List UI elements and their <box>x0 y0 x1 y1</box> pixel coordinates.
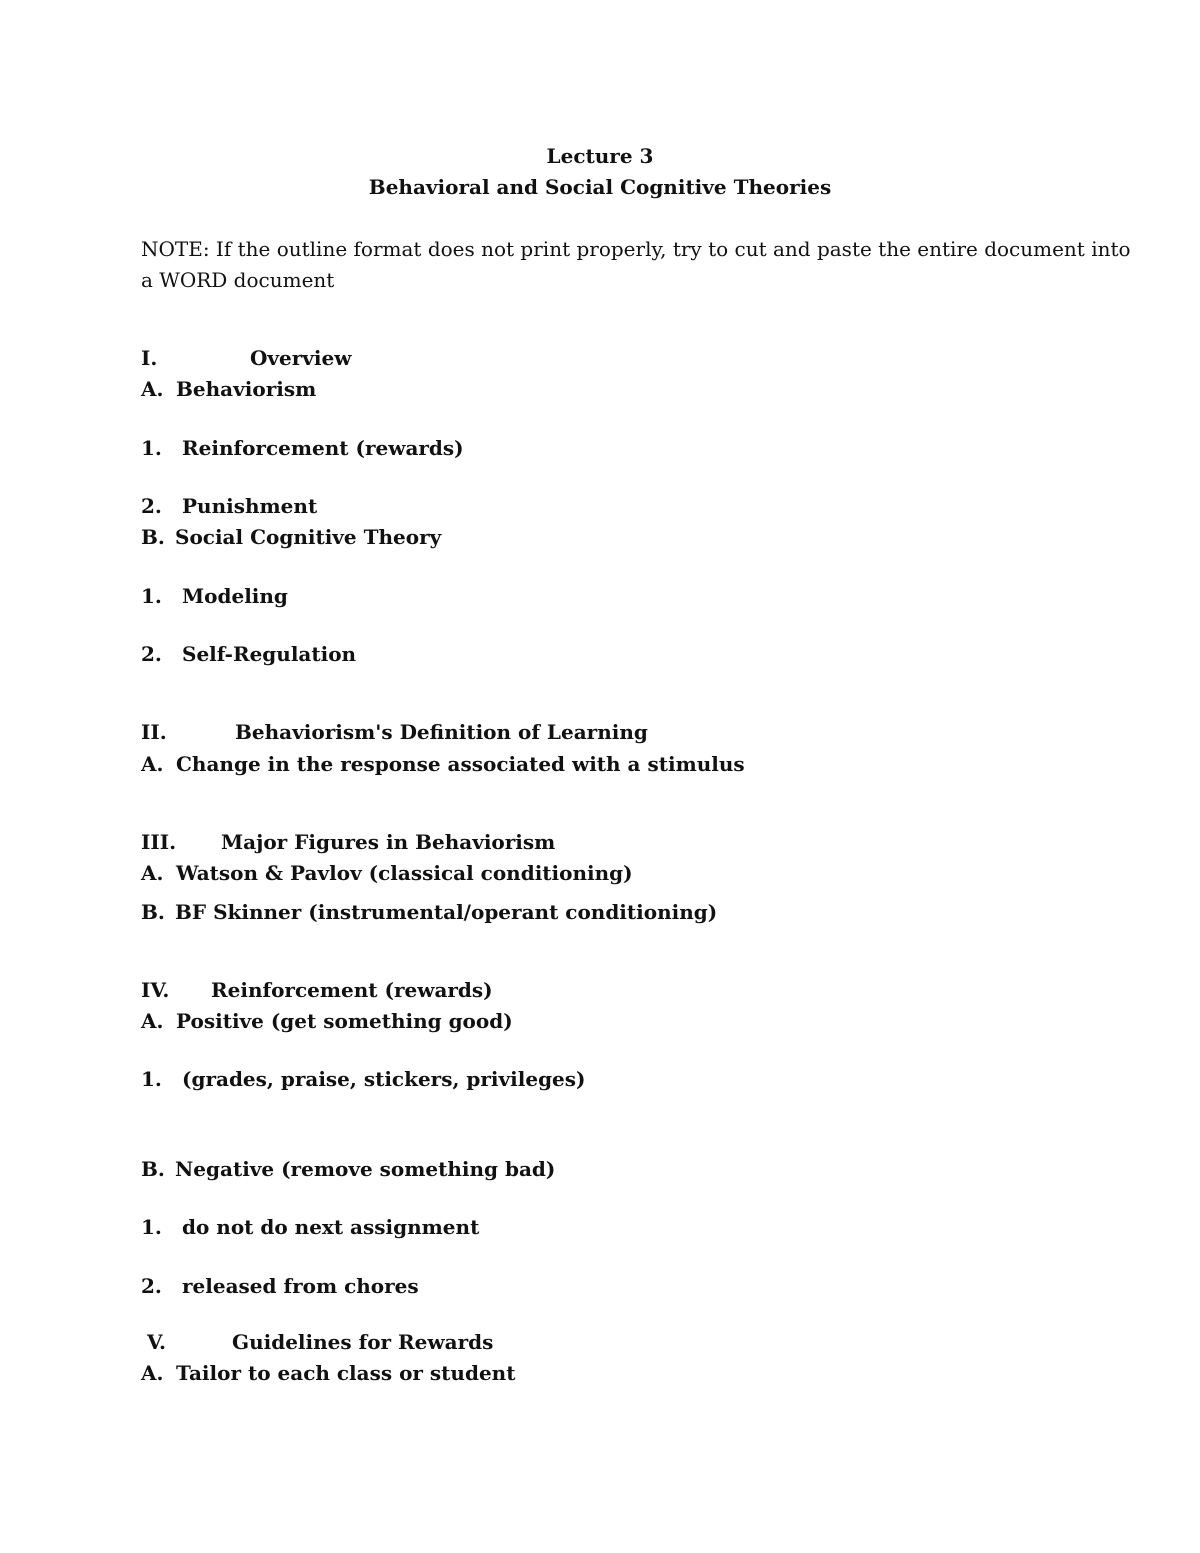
item-text: BF Skinner (instrumental/operant conditioning) <box>175 900 718 924</box>
item-text: Negative (remove something bad) <box>175 1157 556 1181</box>
item-text: released from chores <box>182 1274 419 1298</box>
section-number: IV. <box>141 978 170 1002</box>
item-label: A. <box>141 752 164 776</box>
section-number: II. <box>141 720 167 744</box>
page-subtitle: Behavioral and Social Cognitive Theories <box>368 175 832 199</box>
item-text: Change in the response associated with a stimulus <box>176 752 745 776</box>
item-label: A. <box>141 1361 164 1385</box>
section-title: Guidelines for Rewards <box>232 1330 494 1354</box>
item-label: B. <box>141 525 165 549</box>
item-text: Social Cognitive Theory <box>175 525 442 549</box>
section-number: III. <box>141 830 177 854</box>
item-label: 1. <box>141 1067 162 1091</box>
item-label: A. <box>141 377 164 401</box>
section-title: Major Figures in Behaviorism <box>221 830 556 854</box>
item-text: Tailor to each class or student <box>176 1361 516 1385</box>
item-text: Watson & Pavlov (classical conditioning) <box>176 861 633 885</box>
section-number: I. <box>141 346 158 370</box>
item-label: 1. <box>141 436 162 460</box>
item-text: (grades, praise, stickers, privileges) <box>182 1067 586 1091</box>
note-line-2: a WORD document <box>141 268 335 292</box>
note-line-1: NOTE: If the outline format does not print properly, try to cut and paste the entire document into <box>141 237 1131 261</box>
section-title: Overview <box>250 346 352 370</box>
item-label: A. <box>141 1009 164 1033</box>
item-text: Modeling <box>182 584 288 608</box>
item-label: B. <box>141 1157 165 1181</box>
item-label: 1. <box>141 584 162 608</box>
item-text: Reinforcement (rewards) <box>182 436 464 460</box>
section-title: Behaviorism's Definition of Learning <box>235 720 648 744</box>
section-number: V. <box>147 1330 166 1354</box>
item-label: 2. <box>141 494 162 518</box>
item-text: Self-Regulation <box>182 642 357 666</box>
item-text: Punishment <box>182 494 318 518</box>
item-label: B. <box>141 900 165 924</box>
item-text: Behaviorism <box>176 377 317 401</box>
item-label: A. <box>141 861 164 885</box>
item-label: 2. <box>141 1274 162 1298</box>
item-label: 1. <box>141 1215 162 1239</box>
section-title: Reinforcement (rewards) <box>211 978 493 1002</box>
page-title: Lecture 3 <box>546 144 654 168</box>
item-text: Positive (get something good) <box>176 1009 513 1033</box>
item-label: 2. <box>141 642 162 666</box>
item-text: do not do next assignment <box>182 1215 480 1239</box>
